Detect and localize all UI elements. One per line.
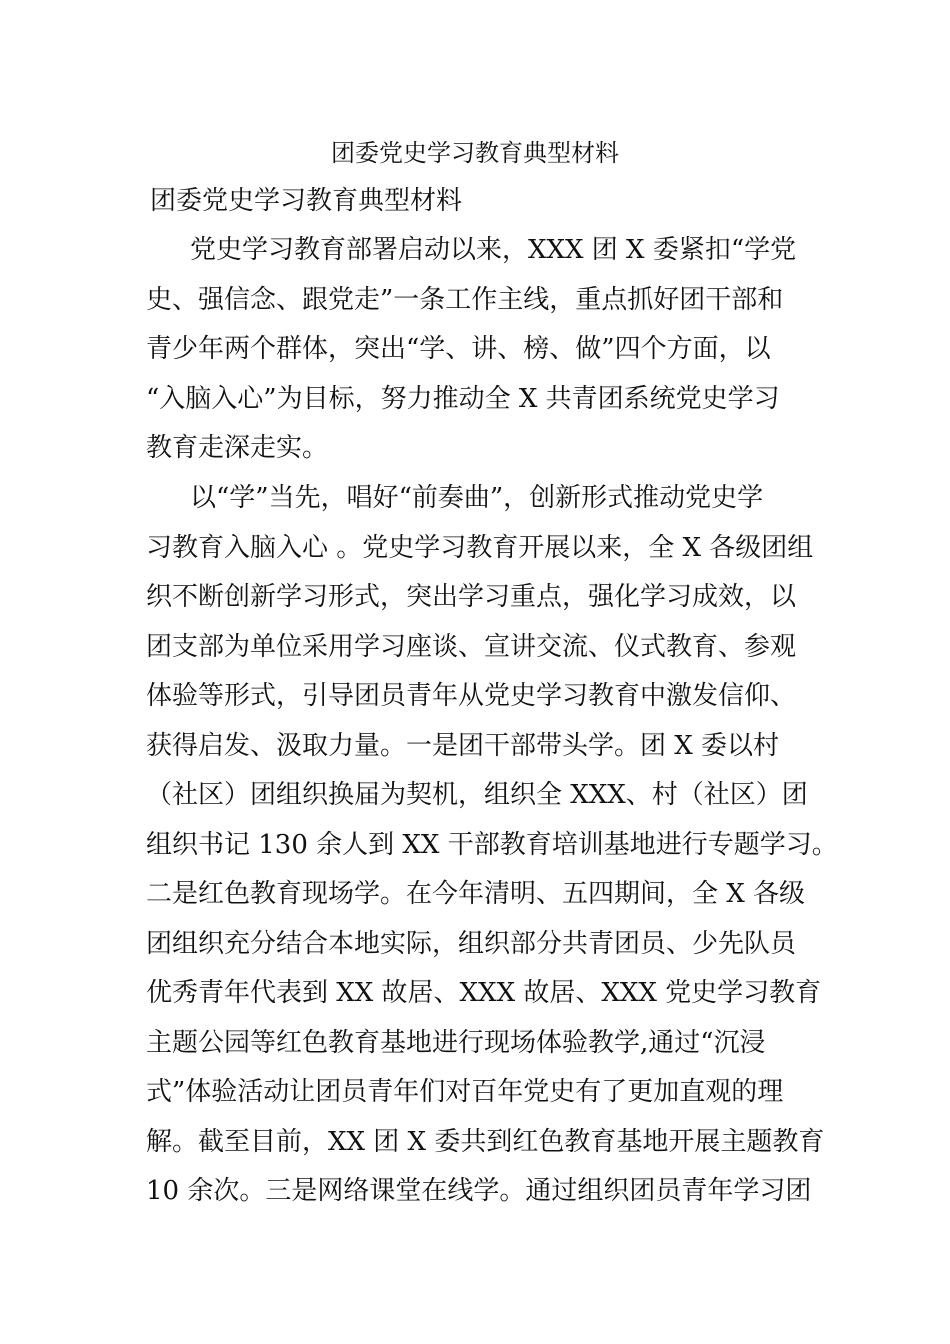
document-subtitle: 团委党史学习教育典型材料	[150, 186, 463, 216]
paragraph-line: 体验等形式，引导团员青年从党史学习教育中激发信仰、	[146, 681, 797, 711]
paragraph-line: 史、强信念、跟党走”一条工作主线，重点抓好团干部和	[146, 284, 784, 315]
paragraph-line: 团组织充分结合本地实际，组织部分共青团员、少先队员	[146, 928, 797, 959]
paragraph-line: 二是红色教育现场学。在今年清明、五四期间，全 X 各级	[146, 879, 806, 909]
document-title: 团委党史学习教育典型材料	[331, 139, 619, 167]
paragraph-line: 团支部为单位采用学习座谈、宣讲交流、仪式教育、参观	[146, 631, 797, 662]
paragraph-line: 解。截至目前，XX 团 X 委共到红色教育基地开展主题教育	[146, 1126, 825, 1157]
paragraph-2	[146, 474, 838, 1217]
paragraph-line: 教育走深走实。	[146, 433, 329, 463]
paragraph-line: 青少年两个群体，突出“学、讲、榜、做”四个方面，以	[146, 334, 771, 364]
paragraph-line: 10 余次。三是网络课堂在线学。通过组织团员青年学习团	[146, 1176, 812, 1206]
paragraph-line: 获得启发、汲取力量。一是团干部带头学。团 X 委以村	[146, 730, 780, 761]
paragraph-line: 织不断创新学习形式，突出学习重点，强化学习成效，以	[146, 582, 797, 612]
paragraph-line: 式”体验活动让团员青年们对百年党史有了更加直观的理	[146, 1077, 784, 1107]
paragraph-line: 主题公园等红色教育基地进行现场体验教学,通过“沉浸	[146, 1027, 766, 1058]
paragraph-1	[146, 226, 796, 474]
paragraph-line: “入脑入心”为目标，努力推动全 X 共青团系统党史学习	[146, 383, 780, 414]
paragraph-line: 组织书记 130 余人到 XX 干部教育培训基地进行专题学习。	[146, 829, 838, 860]
paragraph-line: （社区）团组织换届为契机，组织全 XXX、村（社区）团	[146, 780, 808, 810]
paragraph-line: 习教育入脑入心 。党史学习教育开展以来，全 X 各级团组	[146, 532, 814, 563]
paragraph-line: 优秀青年代表到 XX 故居、XXX 故居、XXX 党史学习教育	[146, 978, 822, 1008]
paragraph-line: 以“学”当先，唱好“前奏曲”，创新形式推动党史学	[190, 483, 764, 513]
paragraph-line: 党史学习教育部署启动以来，XXX 团 X 委紧扣“学党	[190, 235, 797, 265]
